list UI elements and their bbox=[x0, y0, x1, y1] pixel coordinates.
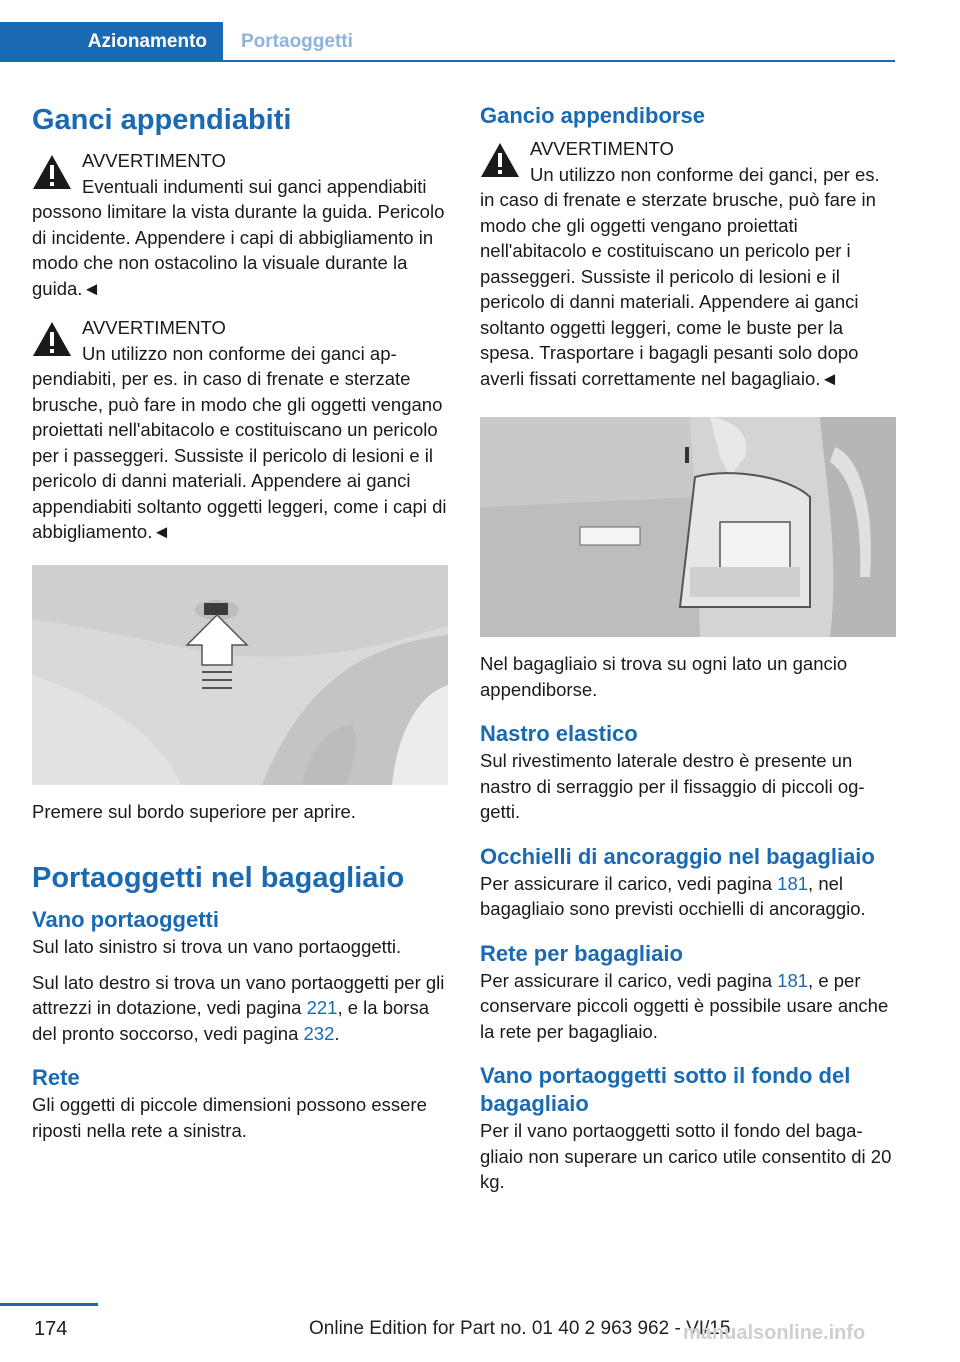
subtitle-rete-bagagliaio: Rete per bagagliaio bbox=[480, 940, 683, 966]
warning-block-1 bbox=[32, 148, 448, 301]
tab-portaoggetti[interactable]: Portaoggetti bbox=[241, 31, 353, 52]
caption-right: Nel bagagliaio si trova su ogni lato un gancio appendiborse. bbox=[480, 653, 848, 700]
page-link[interactable]: 232 bbox=[303, 1022, 335, 1044]
warning-icon bbox=[32, 321, 72, 357]
page-number: 174 bbox=[34, 1318, 68, 1340]
warning-text: Eventuali indumenti sui ganci appendiabiti possono limitare la vista durante la guida. Pericolo di incidente. Appendere i capi di abbigliamento in modo che non ostacolino la visuale durante la guida.◄ bbox=[32, 175, 445, 299]
header-rule bbox=[223, 60, 895, 62]
paragraph: Sul lato sinistro si trova un vano portaoggetti. bbox=[32, 936, 402, 957]
trunk-illustration bbox=[480, 417, 896, 637]
warning-text: Un utilizzo non conforme dei ganci, per es. in caso di frenate e sterzate brusche, può fare in modo che gli oggetti vengano proiettati nell'abitacolo e costituiscano un pericolo per i passeggeri. Sussiste il pericolo di lesioni e il pericolo di danni materiali. Appendere ai ganci soltanto oggetti leggeri, come le buste per la spesa. Trasportare i bagagli pesanti solo dopo averli fissati correttamente nel bagagliaio.◄ bbox=[480, 163, 880, 389]
title-ganci-appendiabiti: Ganci appendiabiti bbox=[32, 104, 292, 136]
subtitle-rete: Rete bbox=[32, 1065, 80, 1090]
paragraph: Per il vano portaoggetti sotto il fondo del bagagliaio non superare un carico utile consentito di 20 kg. bbox=[480, 1120, 892, 1192]
caption-left: Premere sul bordo superiore per aprire. bbox=[32, 800, 356, 822]
page-link[interactable]: 181 bbox=[777, 969, 809, 991]
warning-block-2 bbox=[32, 315, 448, 545]
warning-title: AVVERTIMENTO bbox=[530, 138, 674, 159]
warning-block-3 bbox=[480, 136, 896, 391]
warning-icon bbox=[480, 142, 520, 178]
paragraph: Per assicurare il carico, vedi pagina 181, e per conservare piccoli oggetti è possibile usare anche la rete per bagagliaio. bbox=[480, 969, 889, 1042]
watermark: manualsonline.info bbox=[683, 1322, 866, 1344]
footer-rule bbox=[0, 1303, 98, 1306]
photo-trunk-hooks bbox=[480, 417, 896, 637]
paragraph: Per assicurare il carico, vedi pagina 181, nel bagagliaio sono previsti occhielli di ancoraggio. bbox=[480, 872, 866, 919]
right-column bbox=[480, 90, 896, 1205]
title-portaoggetti-bagagliaio: Portaoggetti nel bagagliaio bbox=[32, 862, 405, 894]
warning-icon bbox=[32, 154, 72, 190]
photo-coat-hook bbox=[32, 565, 448, 785]
edition-text: Online Edition for Part no. 01 40 2 963 962 - VI/15 bbox=[309, 1318, 731, 1339]
header-tabbar bbox=[0, 22, 895, 62]
warning-text: Un utilizzo non conforme dei ganci appendiabiti, per es. in caso di frenate e sterzate brusche, può fare in modo che gli oggetti vengano proiettati nell'abitacolo e costituiscano un pericolo per i passeggeri. Sussiste il pericolo di lesioni e il pericolo di danni materiali. Appendere ai ganci appendiabiti soltanto oggetti leggeri, come i capi di abbigliamento.◄ bbox=[32, 342, 447, 542]
subtitle-nastro-elastico: Nastro elastico bbox=[480, 721, 638, 746]
subtitle-gancio-appendiborse: Gancio appendiborse bbox=[480, 103, 705, 128]
tab-azionamento[interactable]: Azionamento bbox=[0, 22, 223, 62]
subtitle-vano-sotto-fondo: Vano portaoggetti sotto il fondo del bagagliaio bbox=[480, 1063, 851, 1116]
left-column bbox=[32, 90, 448, 1153]
paragraph: Sul rivestimento laterale destro è presente un nastro di serraggio per il fissaggio di piccoli oggetti. bbox=[480, 750, 865, 822]
coat-hook-illustration bbox=[32, 565, 448, 785]
warning-title: AVVERTIMENTO bbox=[82, 317, 226, 338]
page-link[interactable]: 221 bbox=[306, 997, 338, 1018]
subtitle-vano-portaoggetti: Vano portaoggetti bbox=[32, 907, 219, 932]
warning-title: AVVERTIMENTO bbox=[82, 150, 226, 171]
paragraph: Gli oggetti di piccole dimensioni possono essere riposti nella rete a sinistra. bbox=[32, 1094, 427, 1141]
page-link[interactable]: 181 bbox=[777, 872, 809, 894]
subtitle-occhielli: Occhielli di ancoraggio nel bagagliaio bbox=[480, 843, 875, 869]
paragraph: Sul lato destro si trova un vano portaoggetti per gli attrezzi in dotazione, vedi pagina 221, e la borsa del pronto soccorso, vedi pagina 232. bbox=[32, 971, 445, 1044]
